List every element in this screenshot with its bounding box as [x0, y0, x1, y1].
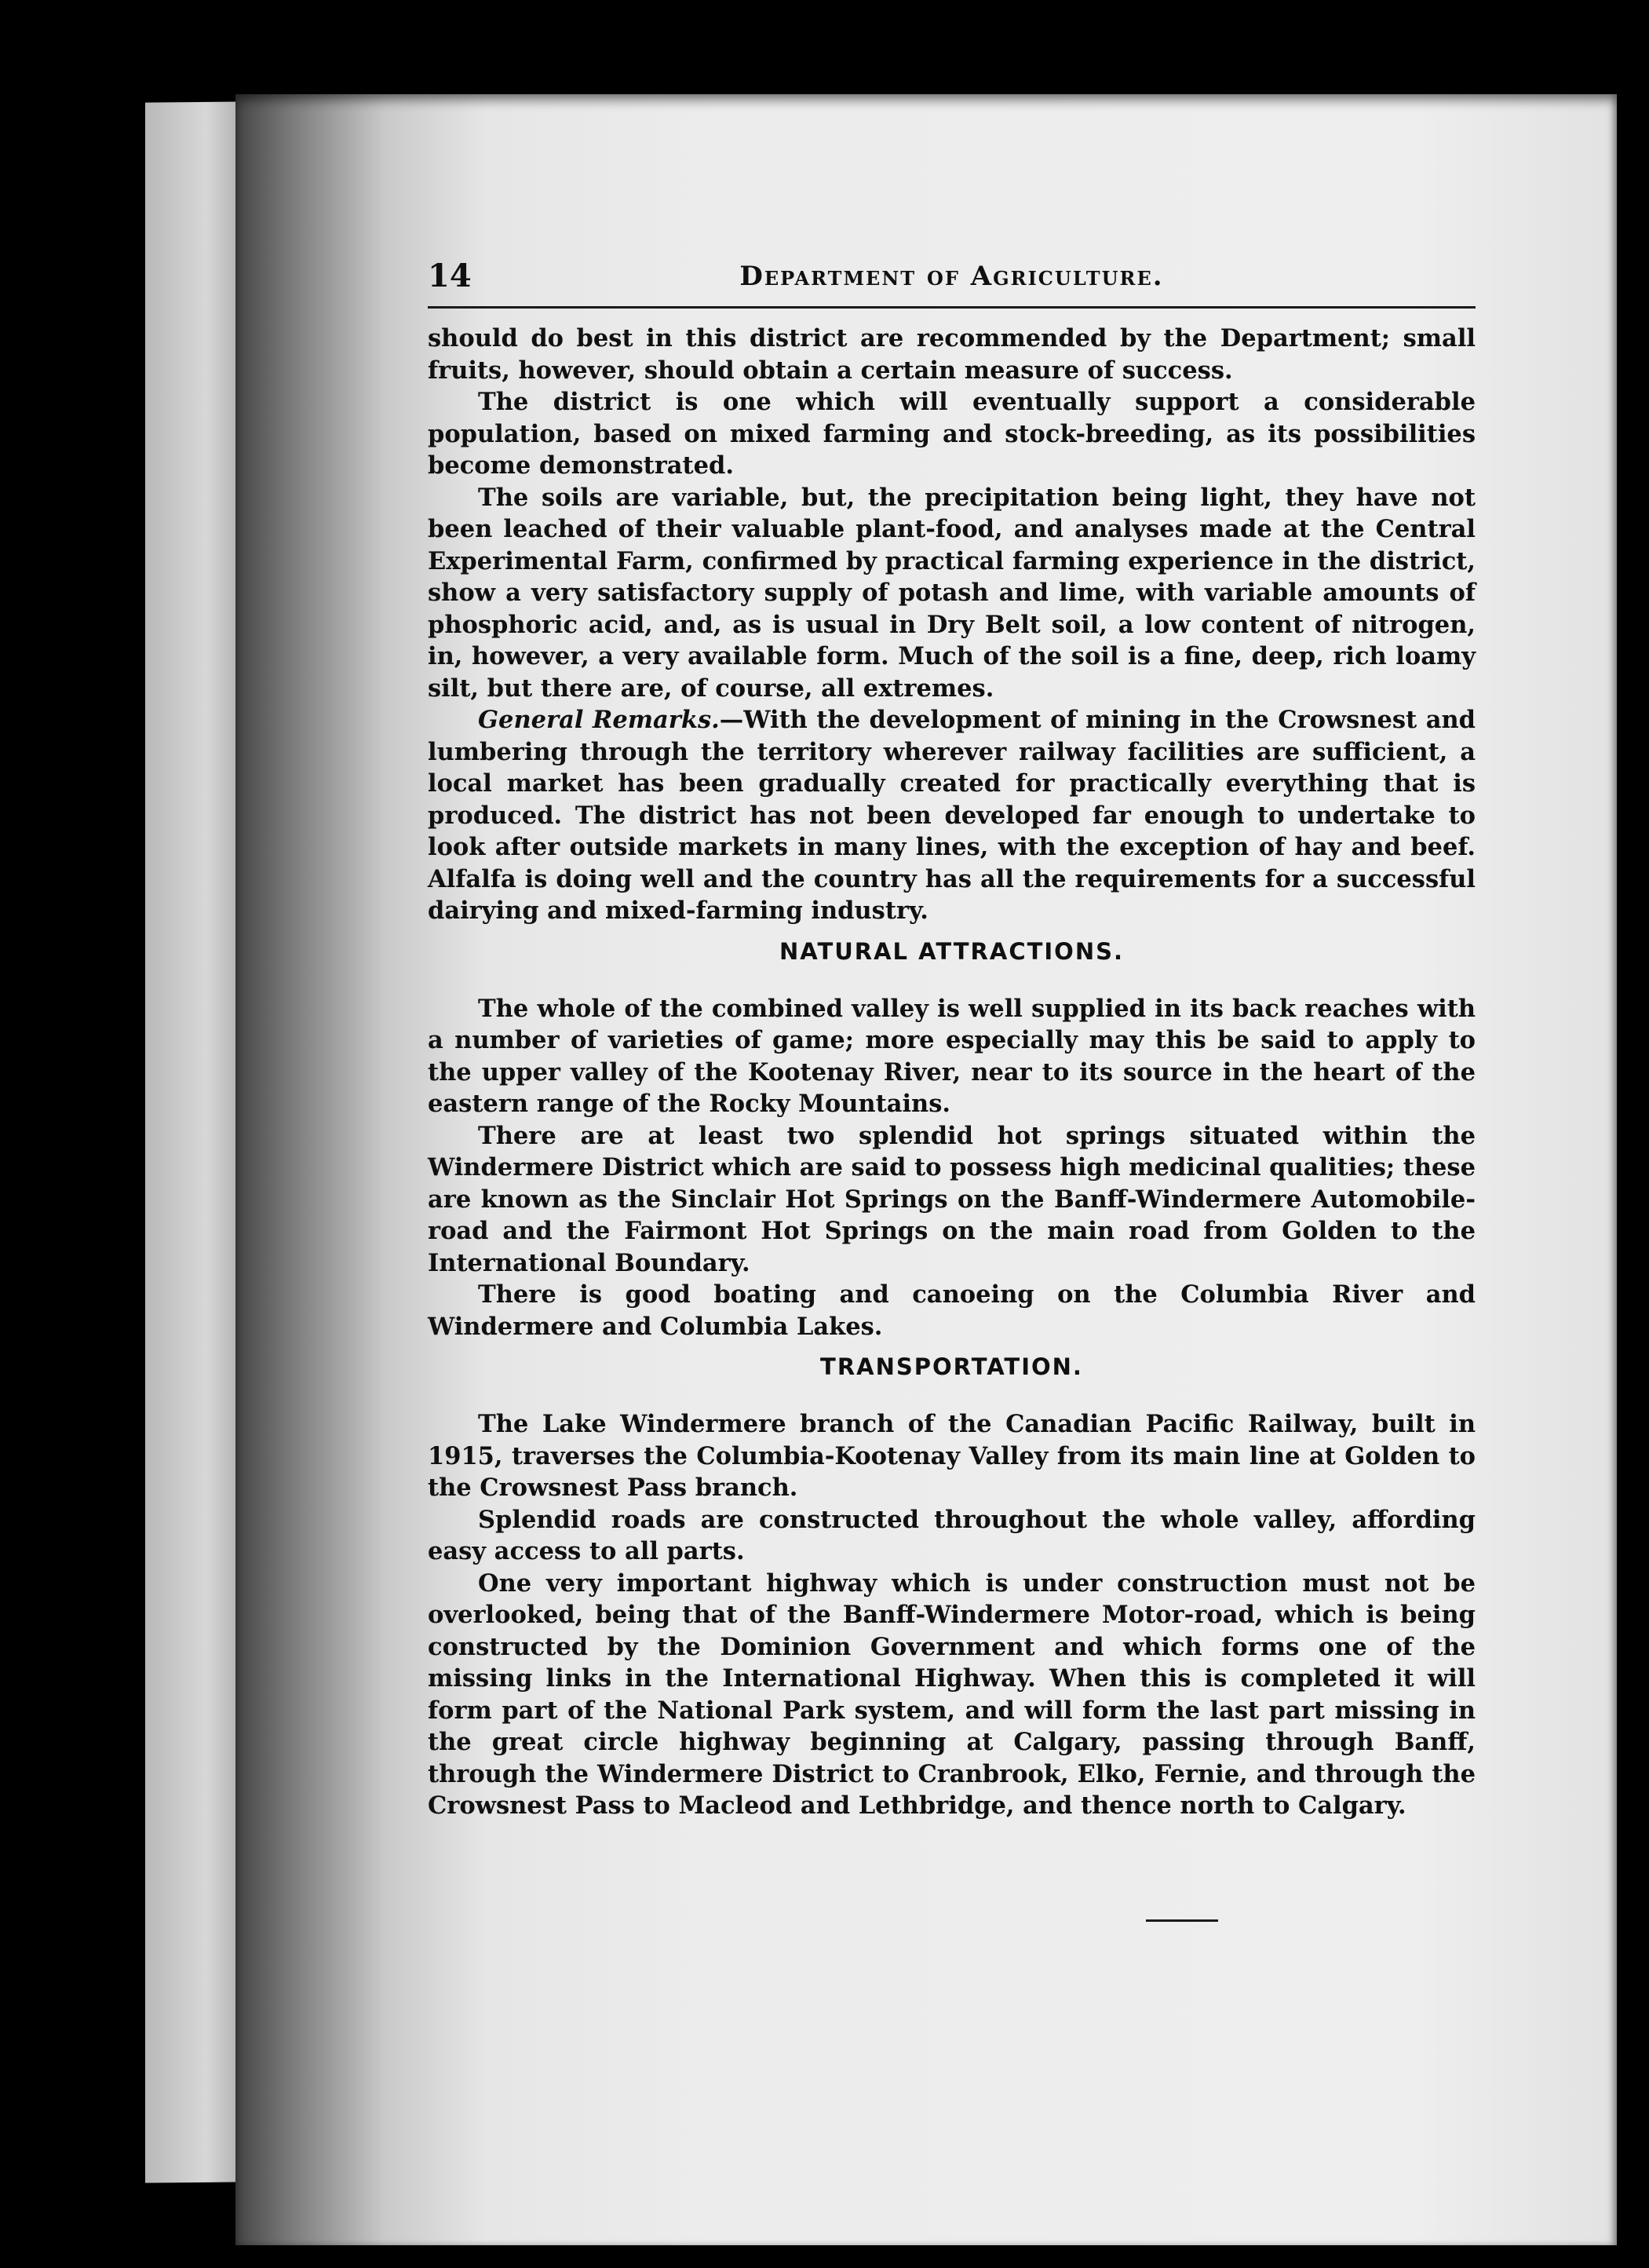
end-rule — [1146, 1919, 1218, 1922]
body-text — [428, 323, 1476, 1822]
paragraph-boating: There is good boating and canoeing on the Columbia River and Windermere and Columbia Lakes. — [428, 1280, 1476, 1341]
paragraph-game: The whole of the combined valley is well supplied in its back reaches with a number of varieties of game; more especially may this be said to apply to the upper valley of the Kootenay River, near to its source in the heart of the eastern range of the Rocky Mountains. — [428, 994, 1476, 1118]
paragraph-railway: The Lake Windermere branch of the Canadian Pacific Railway, built in 1915, traverses the Columbia-Kootenay Valley from its main line at Golden to the Crowsnest Pass branch. — [428, 1410, 1476, 1502]
paragraph-continued: should do best in this district are recommended by the Department; small fruits, however, should obtain a certain measure of success. — [428, 324, 1476, 385]
paragraph-highway: One very important highway which is under construction must not be overlooked, being that of the Banff-Windermere Motor-road, which is being constructed by the Dominion Government and which forms one of the missing links in the International Highway. When this is completed it will form part of the National Park system, and will form the last part missing in the great circle highway beginning at Calgary, passing through Banff, through the Windermere District to Cranbrook, Elko, Fernie, and through the Crowsnest Pass to Macleod and Lethbridge, and thence north to Calgary. — [428, 1569, 1476, 1820]
running-title: Department of Agriculture. — [739, 261, 1164, 292]
heading-natural-attractions: NATURAL ATTRACTIONS. — [779, 937, 1125, 965]
paragraph-hot-springs: There are at least two splendid hot springs situated within the Windermere District which are said to possess high medicinal qualities; these are known as the Sinclair Hot Springs on the Banff-Windermere Automobile-road and the Fairmont Hot Springs on the main road from Golden to the International Boundary. — [428, 1121, 1476, 1277]
running-head — [428, 251, 1476, 309]
back-sheet-edge — [145, 101, 247, 2182]
paragraph-roads: Splendid roads are constructed throughout the whole valley, affording easy access to all parts. — [428, 1505, 1476, 1565]
general-remarks-text: —With the development of mining in the Crowsnest and lumbering through the territory wherever railway facilities are sufficient, a local market has been gradually created for practically everything that is produced. The district has not been developed far enough to undertake to look after outside markets in many lines, with the exception of hay and beef. Alfalfa is doing well and the country has all the requirements for a successful dairying and mixed-farming industry. — [428, 706, 1476, 925]
book-page — [235, 94, 1617, 2245]
heading-transportation: TRANSPORTATION. — [820, 1353, 1083, 1380]
paragraph-general-remarks — [428, 704, 1476, 927]
page-content — [428, 251, 1476, 1822]
paragraph-soils: The soils are variable, but, the precipitation being light, they have not been leached of their valuable plant-food, and analyses made at the Central Experimental Farm, confirmed by practical farming experience in the district, show a very satisfactory supply of potash and lime, with variable amounts of phosphoric acid, and, as is usual in Dry Belt soil, a low content of nitrogen, in, however, a very available form. Much of the soil is a fine, deep, rich loamy silt, but there are, of course, all extremes. — [428, 483, 1476, 703]
paragraph-population: The district is one which will eventually support a considerable population, based on mixed farming and stock-breeding, as its possibilities become demonstrated. — [428, 388, 1476, 480]
general-remarks-lead: General Remarks. — [478, 706, 720, 734]
page-number: 14 — [428, 257, 472, 294]
